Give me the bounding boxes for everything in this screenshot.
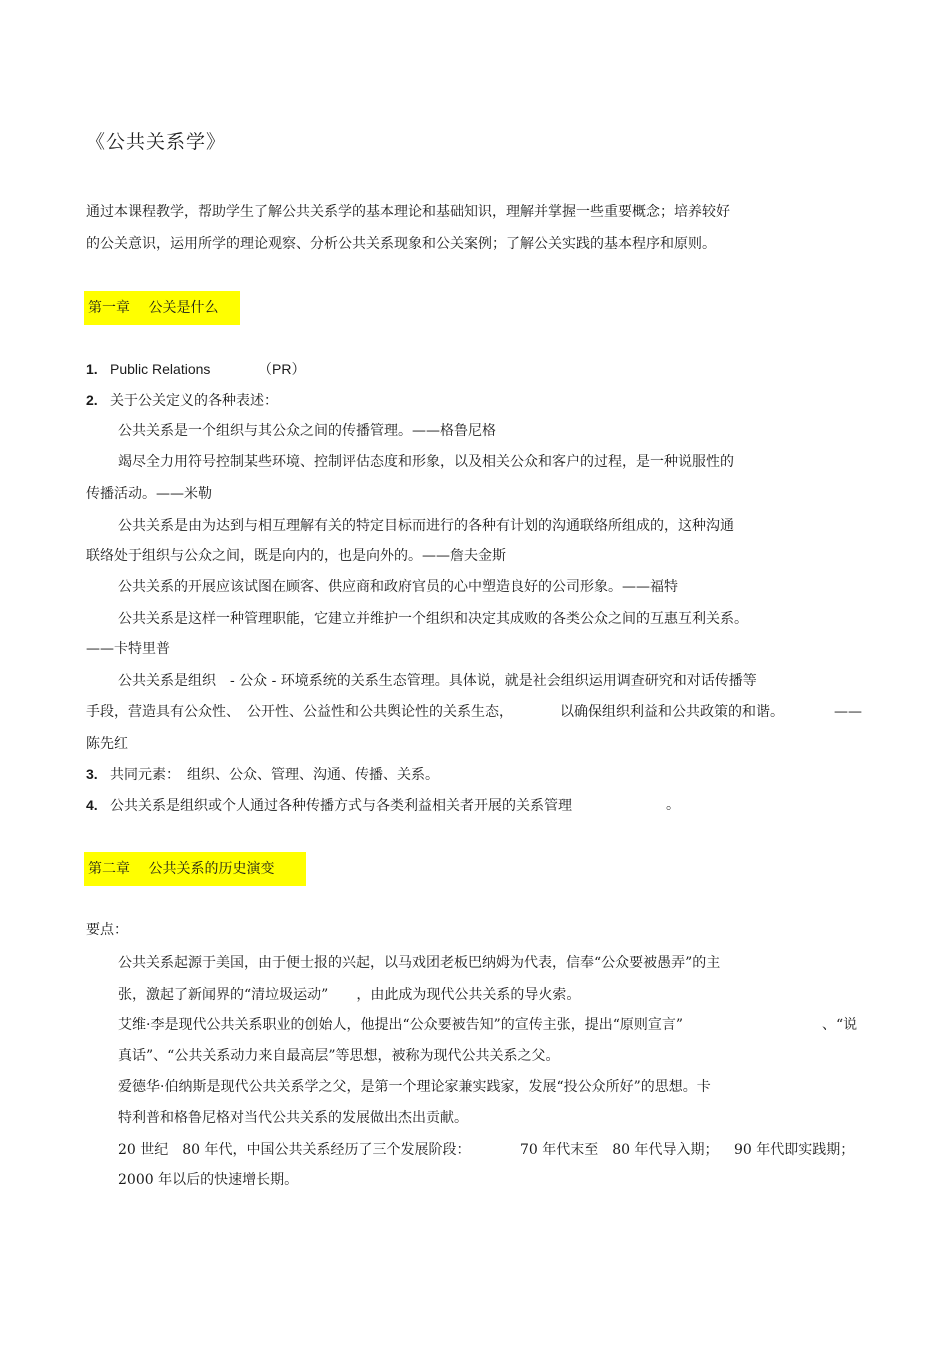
definition-6-line-2a: 手段，营造具有公众性、 公开性、公益性和公共舆论性的关系生态， (86, 704, 513, 720)
intro-line-1: 通过本课程教学，帮助学生了解公共关系学的基本理论和基础知识，理解并掌握一些重要概念；培养较好 (86, 204, 730, 220)
definition-4: 公共关系的开展应该试图在顾客、供应商和政府官员的心中塑造良好的公司形象。——福特 (118, 579, 678, 595)
chapter2-heading: 第二章 公共关系的历史演变 (84, 852, 306, 886)
point-1-line-1: 公共关系起源于美国，由于便士报的兴起，以马戏团老板巴纳姆为代表，信奉“公众要被愚弄”的主 (118, 955, 721, 971)
point-4-line-1a: 20 世纪 80 年代，中国公共关系经历了三个发展阶段： (118, 1142, 471, 1158)
item1-text: Public Relations (110, 361, 211, 377)
item2 (86, 390, 278, 411)
item3 (86, 764, 439, 785)
item1 (86, 359, 210, 379)
item1-abbreviation: （PR） (258, 361, 306, 377)
point-2-line-1a: 艾维·李是现代公共关系职业的创始人，他提出“公众要被告知”的宣传主张，提出“原则宣言” (118, 1017, 684, 1033)
point-4-line-2: 2000 年以后的快速增长期。 (118, 1172, 299, 1188)
point-2-line-2: 真话”、“公共关系动力来自最高层”等思想，被称为现代公共关系之父。 (118, 1048, 560, 1064)
item2-number: 2. (86, 392, 98, 408)
point-4-line-1c: 90 年代即实践期； (734, 1142, 855, 1158)
definition-3-line-2: 联络处于组织与公众之间，既是向内的，也是向外的。——詹夫金斯 (86, 548, 506, 564)
point-3-line-1: 爱德华·伯纳斯是现代公共关系学之父，是第一个理论家兼实践家，发展“投公众所好”的思想。卡 (118, 1079, 711, 1095)
definition-6-dash: —— (834, 704, 862, 720)
intro-line-2: 的公关意识，运用所学的理论观察、分析公共关系现象和公关案例；了解公关实践的基本程序和原则。 (86, 236, 716, 252)
definition-2-line-2: 传播活动。——米勒 (86, 486, 212, 502)
item1-number: 1. (86, 361, 98, 377)
definition-3-line-1: 公共关系是由为达到与相互理解有关的特定目标而进行的各种有计划的沟通联络所组成的，这种沟通 (118, 518, 734, 534)
item4-number: 4. (86, 797, 98, 813)
item4-period: 。 (666, 797, 680, 813)
key-points-label: 要点： (86, 922, 128, 938)
item2-text: 关于公关定义的各种表述： (110, 393, 278, 409)
document-title: 《公共关系学》 (86, 131, 227, 153)
point-4-line-1b: 70 年代末至 80 年代导入期； (520, 1142, 719, 1158)
item3-number: 3. (86, 766, 98, 782)
definition-5-line-1: 公共关系是这样一种管理职能，它建立并维护一个组织和决定其成败的各类公众之间的互惠互利关系。 (118, 611, 748, 627)
item3-text: 共同元素： 组织、公众、管理、沟通、传播、关系。 (110, 767, 439, 783)
chapter1-heading: 第一章 公关是什么 (84, 291, 240, 325)
definition-2-line-1: 竭尽全力用符号控制某些环境、控制评估态度和形象，以及相关公众和客户的过程，是一种说服性的 (118, 454, 734, 470)
definition-6-line-1: 公共关系是组织 - 公众 - 环境系统的关系生态管理。具体说，就是社会组织运用调查研究和对话传播等 (118, 673, 757, 689)
item4-text: 公共关系是组织或个人通过各种传播方式与各类利益相关者开展的关系管理 (110, 798, 572, 814)
definition-1: 公共关系是一个组织与其公众之间的传播管理。——格鲁尼格 (118, 423, 496, 439)
point-1-line-2: 张，激起了新闻界的“清垃圾运动” ，由此成为现代公共关系的导火索。 (118, 987, 581, 1003)
definition-6-author: 陈先红 (86, 736, 128, 752)
definition-6-line-2b: 以确保组织利益和公共政策的和谐。 (560, 704, 784, 720)
definition-5-line-2: ——卡特里普 (86, 641, 170, 657)
point-2-line-1b: 、“说 (822, 1017, 858, 1033)
item4 (86, 795, 572, 816)
point-3-line-2: 特利普和格鲁尼格对当代公共关系的发展做出杰出贡献。 (118, 1110, 468, 1126)
